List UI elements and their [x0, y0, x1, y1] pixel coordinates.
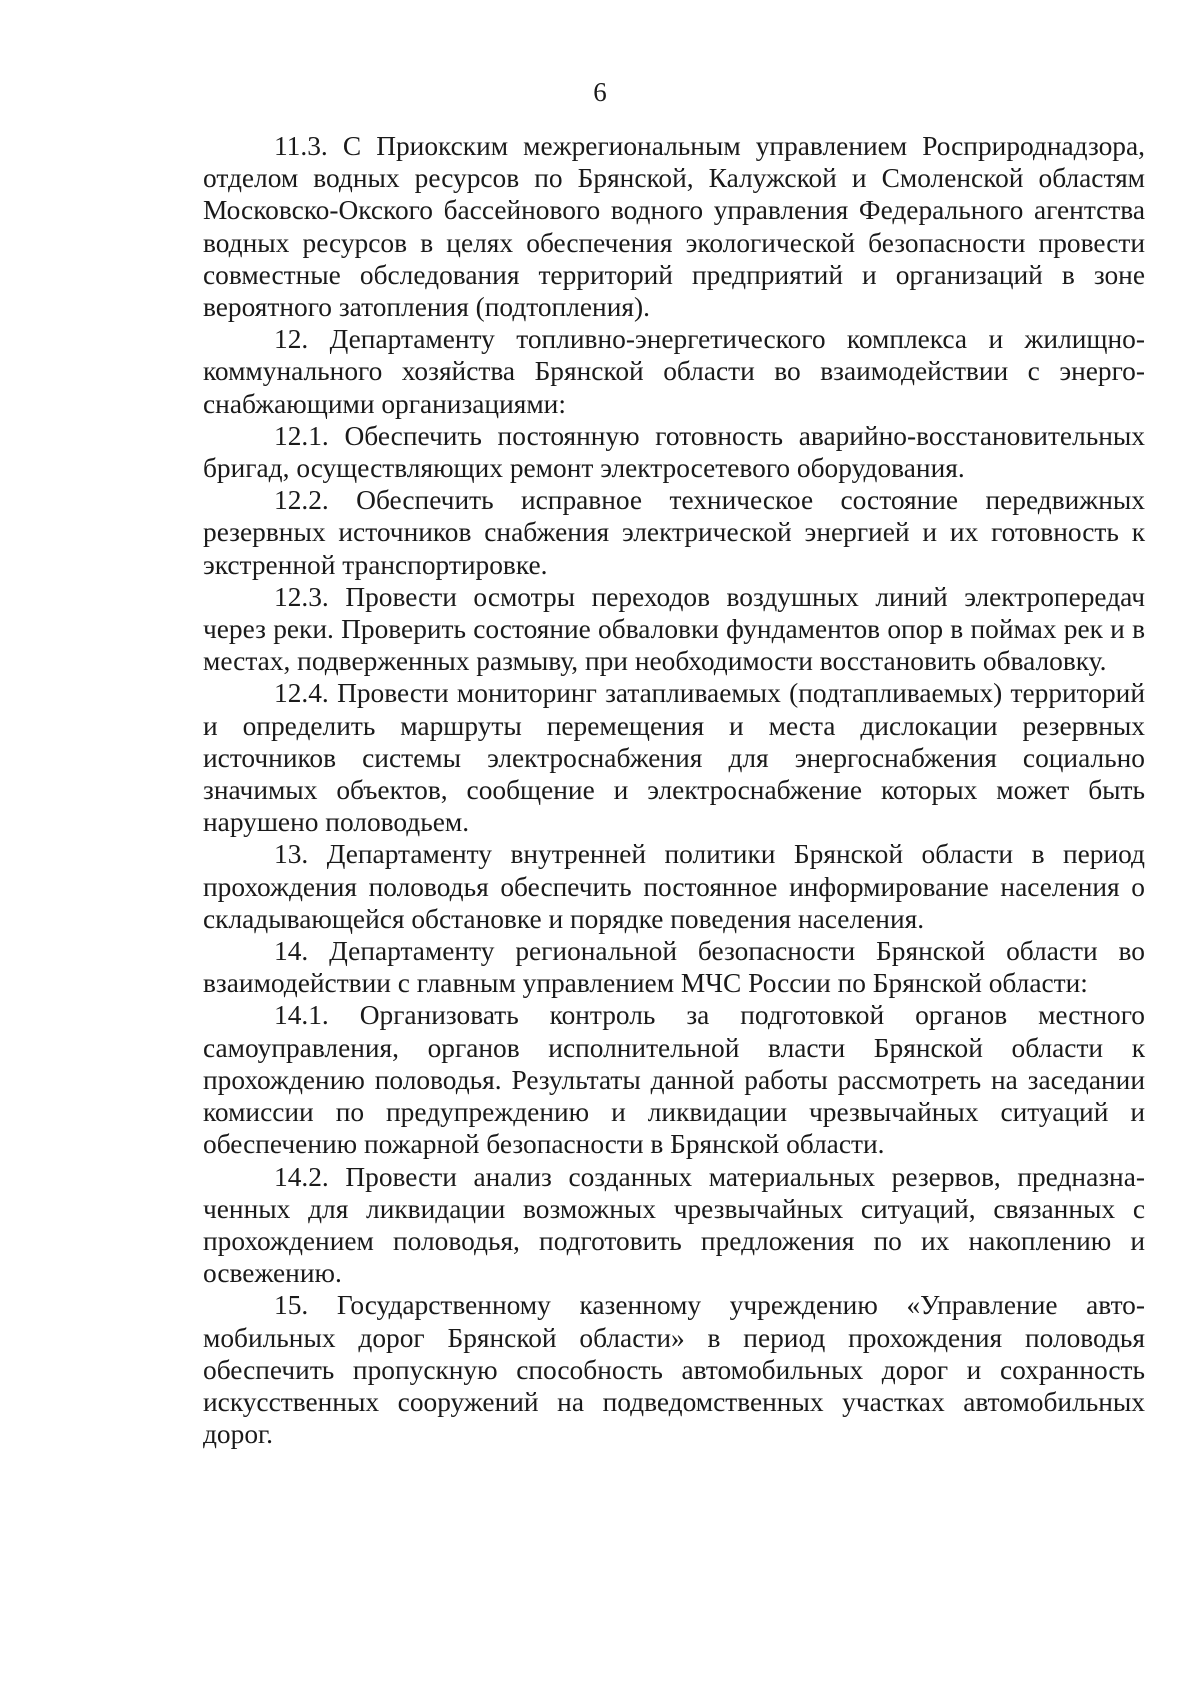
paragraph-14-1: 14.1. Организовать контроль за подготовкой органов местного самоуправления, органов исполнительной власти Брянской области к прохождению половодья. Результаты данной работы рассмотреть на заседании комиссии по предупреждению и ликвидации чрезвычайных ситуаций и обеспечению пожарной безопасности в Брянской области. [203, 1000, 1145, 1160]
page-number: 6 [593, 77, 607, 107]
paragraph-12-4: 12.4. Провести мониторинг затапливаемых (подтапливаемых) территорий и определить маршруты перемещения и места дислокации резервных источников системы электроснабжения для энергоснабжения социально значимых объектов, сообщение и электроснабжение которых может быть нарушено половодьем. [203, 678, 1145, 838]
paragraph-12-2: 12.2. Обеспечить исправное техническое состояние передвижных резервных источников снабжения электрической энергией и их готовность к экстренной транспортировке. [203, 485, 1145, 580]
document-body [203, 130, 1145, 1450]
paragraph-13: 13. Департаменту внутренней политики Брянской области в период прохождения половодья обеспечить постоянное информирование населения о складывающейся обстановке и порядке поведения населения. [203, 839, 1145, 934]
paragraph-11-3: 11.3. С Приокским межрегиональным управлением Росприроднадзора, отделом водных ресурсов по Брянской, Калужской и Смоленской областям Московско-Окского бассейнового водного управления Федерального агентства водных ресурсов в целях обеспечения экологической безопасности провести совместные обследования территорий предприятий и организаций в зоне вероятного затопления (подтопления). [203, 131, 1145, 323]
paragraph-12-1: 12.1. Обеспечить постоянную готовность аварийно-восстановительных бригад, осуществляющих ремонт электросетевого оборудования. [203, 420, 1145, 484]
paragraph-12-3: 12.3. Провести осмотры переходов воздушных линий электропередач через реки. Проверить состояние обваловки фундаментов опор в поймах рек и в местах, подверженных размыву, при необходимости восстановить обваловку. [203, 581, 1145, 677]
paragraph-14: 14. Департаменту региональной безопасности Брянской области во взаимодействии с главным управлением МЧС России по Брянской области: [203, 936, 1145, 999]
paragraph-15: 15. Государственному казенному учреждению «Управление автомобильных дорог Брянской области» в период прохождения половодья обеспечить пропускную способность автомобильных дорог и сохранность искусственных сооружений на подведомственных участках автомобильных дорог. [203, 1290, 1145, 1450]
paragraph-12: 12. Департаменту топливно-энергетического комплекса и жилищно-коммунального хозяйства Брянской области во взаимодействии с энергоснабжающими организациями: [203, 324, 1145, 419]
paragraph-14-2: 14.2. Провести анализ созданных материальных резервов, предназначенных для ликвидации возможных чрезвычайных ситуаций, связанных с прохождением половодья, подготовить предложения по их накоплению и освежению. [203, 1161, 1145, 1289]
